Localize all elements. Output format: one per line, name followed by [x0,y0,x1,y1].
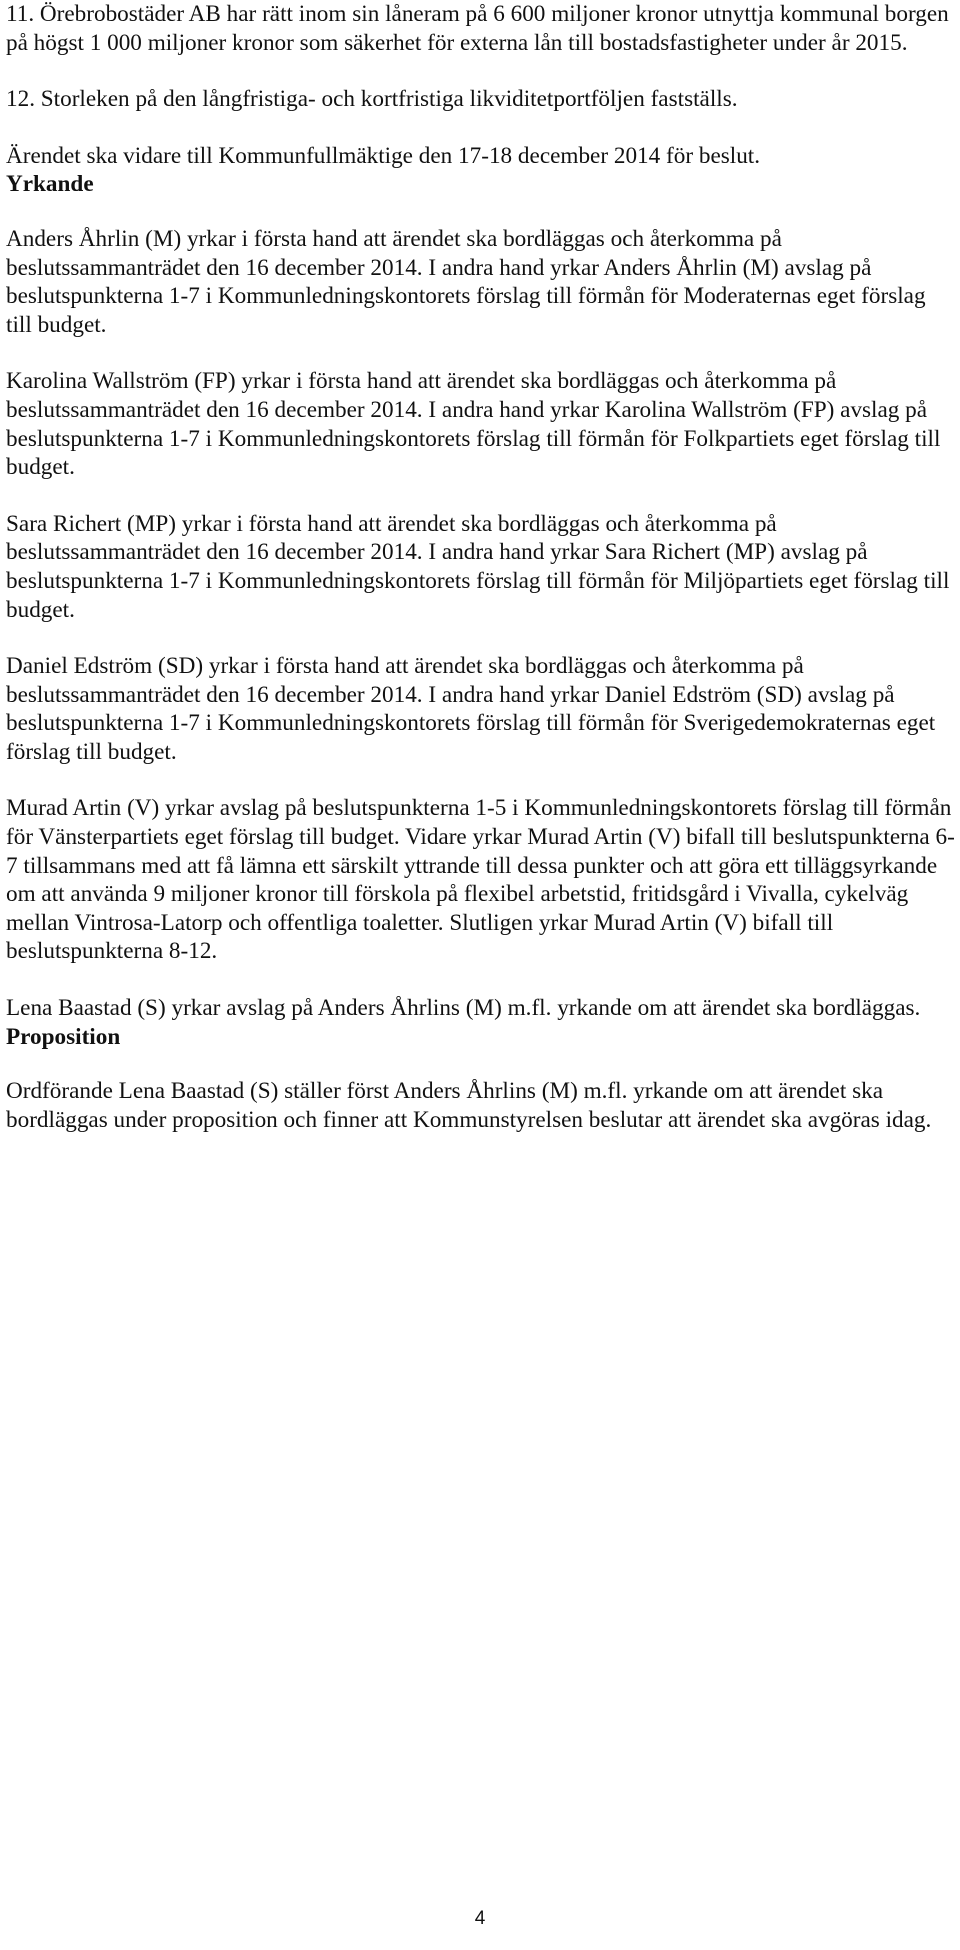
intro-item-11: 11. Örebrobostäder AB har rätt inom sin låneram på 6 600 miljoner kronor utnyttja kommunal borgen på högst 1 000 miljoner kronor som säkerhet för externa lån till bostadsfastigheter under år 2015. [6,1,949,56]
yrkande-paragraph: Karolina Wallström (FP) yrkar i första hand att ärendet ska bordläggas och återkomma på beslutssammanträdet den 16 december 2014. I andra hand yrkar Karolina Wallström (FP) avslag på beslutspunkterna 1-7 i Kommunledningskontorets förslag till förmån för Folkpartiets eget förslag till budget. [6,368,941,481]
yrkande-heading: Yrkande [6,171,94,198]
document-body [6,0,956,1134]
yrkande-paragraph: Murad Artin (V) yrkar avslag på beslutspunkterna 1-5 i Kommunledningskontorets förslag till förmån för Vänsterpartiets eget förslag till budget. Vidare yrkar Murad Artin (V) bifall till beslutspunkterna 6-7 tillsammans med att få lämna ett särskilt yttrande till dessa punkter och att göra ett tilläggsyrkande om att använda 9 miljoner kronor till förskola på flexibel arbetstid, fritidsgård i Vivalla, cykelväg mellan Vintrosa-Latorp och offentliga toaletter. Slutligen yrkar Murad Artin (V) bifall till beslutspunkterna 8-12. [6,795,955,965]
yrkande-paragraph: Sara Richert (MP) yrkar i första hand att ärendet ska bordläggas och återkomma på beslutssammanträdet den 16 december 2014. I andra hand yrkar Sara Richert (MP) avslag på beslutspunkterna 1-7 i Kommunledningskontorets förslag till förmån för Miljöpartiets eget förslag till budget. [6,510,950,623]
yrkande-paragraph: Anders Åhrlin (M) yrkar i första hand att ärendet ska bordläggas och återkomma på beslutssammanträdet den 16 december 2014. I andra hand yrkar Anders Åhrlin (M) avslag på beslutspunkterna 1-7 i Kommunledningskontorets förslag till förmån för Moderaternas eget förslag till budget. [6,225,926,338]
intro-referral: Ärendet ska vidare till Kommunfullmäktige den 17-18 december 2014 för beslut. [6,142,761,169]
yrkande-paragraph: Daniel Edström (SD) yrkar i första hand att ärendet ska bordläggas och återkomma på beslutssammanträdet den 16 december 2014. I andra hand yrkar Daniel Edström (SD) avslag på beslutspunkterna 1-7 i Kommunledningskontorets förslag till förmån för Sverigedemokraternas eget förslag till budget. [6,653,936,765]
page-number: 4 [474,1908,486,1929]
yrkande-paragraph: Lena Baastad (S) yrkar avslag på Anders Åhrlins (M) m.fl. yrkande om att ärendet ska bordläggas. [6,995,921,1022]
intro-item-12: 12. Storleken på den långfristiga- och kortfristiga likviditetportföljen fastställs. [6,86,738,113]
proposition-paragraph: Ordförande Lena Baastad (S) ställer först Anders Åhrlins (M) m.fl. yrkande om att ärendet ska bordläggas under proposition och finner att Kommunstyrelsen beslutar att ärendet ska avgöras idag. [6,1078,932,1133]
proposition-heading: Proposition [6,1023,121,1050]
